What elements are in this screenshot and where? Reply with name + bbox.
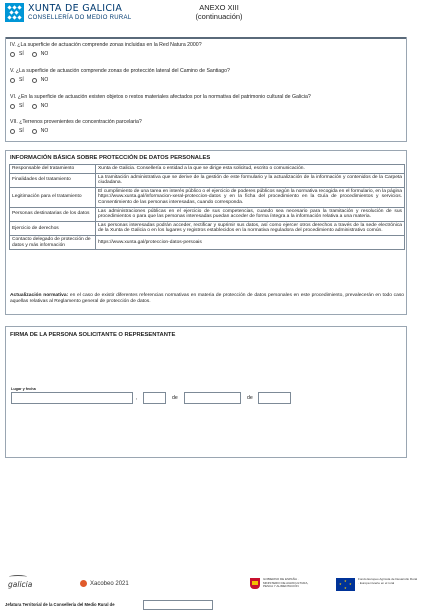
place-field[interactable] — [11, 392, 133, 404]
data-protection-title: INFORMACIÓN BÁSICA SOBRE PROTECCIÓN DE DATOS PERSONALES — [10, 155, 211, 161]
option-label: NO — [40, 77, 49, 83]
annex-subtitle: (continuación) — [195, 12, 243, 21]
row-value: Las personas interesadas podrán acceder, rectificar y suprimir sus datos, así como ejercer otros derechos a través de la sede electrónica de la Xunta de Galicia o en los lugares y registros establecidos en la normativa reguladora del procedimiento administrativo común. — [96, 221, 405, 235]
note-text: en el caso de existir diferentes referencias normativas en materia de protección de datos personales en este procedimiento, prevalecerán en todo caso aquellas relativas al Reglamento general de protección de datos. — [10, 293, 404, 304]
radio-no[interactable] — [32, 52, 37, 57]
year-field[interactable] — [258, 392, 291, 404]
org-title: XUNTA DE GALICIA — [28, 3, 123, 14]
table-row — [10, 165, 405, 174]
question-vi: VI. ¿En la superficie de actuación existen objetos o restos materiales afectados por la normativa del patrimonio cultural de Galicia? — [10, 94, 311, 100]
row-value: https://www.xunta.gal/proteccion-datos-persoais — [96, 235, 405, 249]
signature-title: FIRMA DE LA PERSONA SOLICITANTE O REPRESENTANTE — [10, 332, 176, 338]
regulatory-update-note — [10, 293, 404, 305]
questions-section — [5, 37, 407, 142]
org-subtitle: CONSELLERÍA DO MEDIO RURAL — [28, 15, 132, 21]
row-value: Xunta de Galicia. Consellería o entidad a la que se dirige esta solicitud, escrito o comunicación. — [96, 165, 405, 174]
option-label: NO — [40, 128, 49, 134]
eu-flag-icon: ★ ★ ★ ★ — [336, 578, 355, 591]
day-field[interactable] — [143, 392, 166, 404]
comma-separator: , — [136, 395, 138, 401]
radio-no[interactable] — [32, 104, 37, 109]
radio-yes[interactable] — [10, 52, 15, 57]
data-protection-table — [9, 164, 405, 250]
de-separator: de — [247, 395, 253, 401]
row-value: Las administraciones públicas en el ejercicio de sus competencias, cuando sea necesario para la tramitación y resolución de sus procedimientos o para que las personas interesadas puedan acceder de forma íntegra a la información relativa a una materia. — [96, 207, 405, 221]
question-v: V. ¿La superficie de actuación comprende zonas de protección lateral del Camino de Santiago? — [10, 68, 230, 74]
radio-yes[interactable] — [10, 78, 15, 83]
table-row — [10, 235, 405, 249]
table-row — [10, 207, 405, 221]
note-label: Actualización normativa: — [10, 293, 69, 298]
galicia-logo-icon — [9, 575, 27, 579]
question-iv: IV. ¿La superficie de actuación comprende zonas incluidas en la Red Natura 2000? — [10, 42, 202, 48]
xunta-logo-icon — [5, 3, 24, 22]
row-key: Contacto delegado de protección de datos y más información — [10, 235, 96, 249]
annex-heading — [184, 3, 254, 21]
question-vii: VII. ¿Terrenos provenientes de concentración parcelaria? — [10, 119, 142, 125]
signature-section — [5, 326, 407, 458]
row-key: Responsable del tratamiento — [10, 165, 96, 174]
option-label: SÍ — [19, 51, 24, 57]
option-label: SÍ — [19, 77, 24, 83]
row-key: Finalidades del tratamiento — [10, 173, 96, 187]
radio-yes[interactable] — [10, 129, 15, 134]
radio-no[interactable] — [32, 78, 37, 83]
question-iv-options — [10, 51, 48, 57]
feader-logo-text: Fondo Europeo Agrícola de Desarrollo Rural · Europa invierte en el rural — [358, 577, 418, 585]
row-key: Ejercicio de derechos — [10, 221, 96, 235]
ministry-logo-text: GOBIERNO DE ESPAÑA · MINISTERIO DE AGRICULTURA, PESCA Y ALIMENTACIÓN — [263, 577, 309, 589]
option-label: SÍ — [19, 128, 24, 134]
question-vi-options — [10, 103, 48, 109]
de-separator: de — [172, 395, 178, 401]
row-key: Legitimación para el tratamiento — [10, 187, 96, 207]
row-value: La tramitación administrativa que se derive de la gestión de este formulario y la actualización de la información y contenidos de la Carpeta ciudadana. — [96, 173, 405, 187]
xacobeo-logo-icon — [80, 580, 87, 587]
question-vii-options — [10, 128, 48, 134]
galicia-logo-text: galicia — [8, 580, 33, 589]
xacobeo-logo-text: Xacobeo 2021 — [90, 581, 129, 587]
place-date-label: Lugar y fecha — [11, 387, 36, 391]
option-label: NO — [40, 103, 49, 109]
month-field[interactable] — [184, 392, 241, 404]
row-value: El cumplimiento de una tarea en interés público o el ejercicio de poderes públicos según la normativa recogida en el formulario, en la página https://www.xunta.gal/informacion-xeral-proteccion-datos y en la ficha del procedimiento en la Guía de procedimientos y servicios. Consentimiento de las personas interesadas, cuando corresponda. — [96, 187, 405, 207]
table-row — [10, 187, 405, 207]
table-row — [10, 221, 405, 235]
question-v-options — [10, 77, 48, 83]
annex-title: ANEXO XIII — [199, 3, 239, 12]
data-protection-section — [5, 150, 407, 315]
radio-yes[interactable] — [10, 104, 15, 109]
radio-no[interactable] — [32, 129, 37, 134]
jefatura-field[interactable] — [143, 600, 213, 610]
spain-coat-of-arms-icon — [250, 578, 260, 589]
table-row — [10, 173, 405, 187]
jefatura-label: Jefatura Territorial de la Consellería del Medio Rural de — [5, 602, 115, 607]
option-label: NO — [40, 51, 49, 57]
option-label: SÍ — [19, 103, 24, 109]
row-key: Personas destinatarias de los datos — [10, 207, 96, 221]
